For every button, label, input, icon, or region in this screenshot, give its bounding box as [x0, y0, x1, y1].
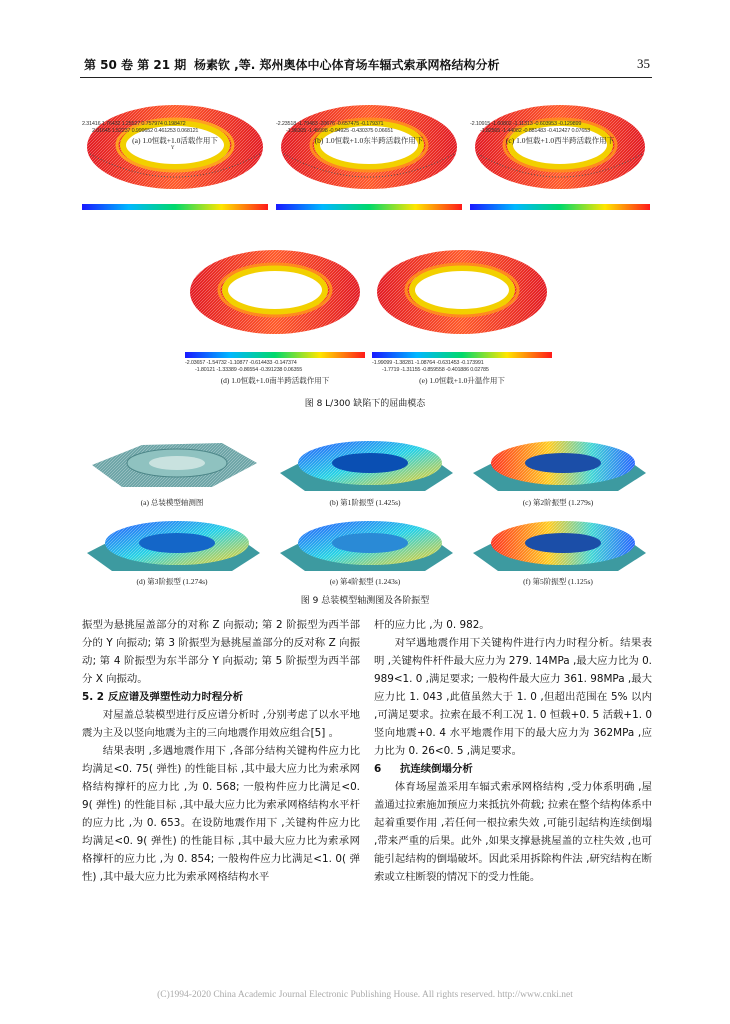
fig8b-ticks-2: -1.96305 -1.45998 -0.94925 -0.430375 0.06651	[286, 128, 394, 134]
page-number: 35	[637, 56, 650, 71]
paragraph: 体育场屋盖采用车辐式索承网格结构 ,受力体系明确 ,屋盖通过拉索施加预应力来抵抗外荷载; 拉索在整个结构体系中起着重要作用 ,若任何一根拉索失效 ,可能引起结构连续倒塌 ,带来严重的后果。此外 ,如果支撑悬挑屋盖的立柱失效 ,也可能引起结构的倒塌破坏。因此采用拆除构件法 ,研究结构在断索或立柱断裂的情况下的受力性能。	[374, 781, 652, 883]
colorbar	[470, 204, 650, 212]
copyright-footer: (C)1994-2020 China Academic Journal Electronic Publishing House. All rights reserved. http://www.cnki.net	[157, 990, 573, 1000]
journal-issue: 第 50 卷 第 21 期	[84, 58, 187, 72]
header-divider	[80, 77, 652, 78]
paragraph: 对屋盖总装模型进行反应谱分析时 ,分别考虑了以水平地震为主及以竖向地震为主的三向地震作用效应组合[5] 。	[82, 709, 360, 739]
figure8-caption: 图 8 L/300 缺陷下的屈曲模态	[304, 399, 426, 409]
colorbar	[276, 204, 462, 212]
body-right-column	[374, 616, 652, 886]
fig9-panel-c	[468, 425, 648, 495]
mode-shape-image	[468, 505, 648, 575]
buckling-mode-image	[372, 240, 552, 352]
fig8d-ticks-1: -2.03657 -1.54732 -1.10877 -0.614433 -0.147374	[185, 360, 297, 366]
paragraph: 结果表明 ,多遇地震作用下 ,各部分结构关键构件应力比均满足<0. 75( 弹性) 的性能目标 ,其中最大应力比为索承网格结构撑杆的应力比 ,为 0. 568; 一般构件应力比满足<0. 9( 弹性) 的性能目标 ,其中最大应力比为索承网格结构水平杆的应力比 ,为 0. 653。在设防地震作用下 ,关键构件应力比均满足<0. 9( 弹性) 的性能目标 ,其中最大应力比为索承网格撑杆的应力比 ,为 0. 854; 一般构件应力比满足<1. 0( 弹性) ,其中最大应力比为索承网格结构水平	[82, 745, 360, 883]
section-heading-5-2	[82, 688, 360, 706]
mode-shape-image	[275, 425, 455, 495]
mode-shape-image	[275, 505, 455, 575]
fig8c-ticks-2: -1.82565 -1.44082 -0.881483 -0.412427 0.07653	[480, 128, 590, 134]
running-header	[84, 56, 650, 76]
fig8e-ticks-1: -1.99099 -1.38281 -1.08764 -0.631453 -0.173991	[372, 360, 484, 366]
fig9-panel-a	[82, 425, 262, 495]
svg-text:Y: Y	[171, 145, 175, 151]
body-left-column	[82, 616, 360, 886]
fig8-panel-a	[82, 92, 268, 212]
buckling-mode-image	[470, 92, 650, 212]
fig9d-label: (d) 第3阶振型 (1.274s)	[136, 577, 208, 586]
paragraph: 振型为悬挑屋盖部分的对称 Z 向振动; 第 2 阶振型为西半部分的 Y 向振动; 第 3 阶振型为悬挑屋盖部分的反对称 Z 向振动; 第 4 阶振型为东半部分 Y 向振动; 第 5 阶振型为西半部分 X 向振动。	[82, 619, 360, 685]
fig8b-ticks-1: -2.23518 -1.79483 -20676 -0.657475 -0.179371	[276, 121, 384, 127]
fig8d-ticks-2: -1.80121 -1.33389 -0.86554 -0.391238 0.06355	[195, 367, 303, 373]
fig9-panel-d	[82, 505, 262, 575]
fig8d-label: (d) 1.0恒载+1.0南半跨活载作用下	[220, 376, 330, 385]
fig9c-label: (c) 第2阶振型 (1.279s)	[522, 498, 594, 507]
mode-shape-image	[82, 505, 262, 575]
fig9e-label: (e) 第4阶振型 (1.243s)	[329, 577, 401, 586]
mode-shape-image	[82, 425, 262, 495]
buckling-mode-image	[185, 240, 365, 352]
colorbar	[82, 204, 268, 212]
fig8e-ticks-2: -1.7719 -1.31155 -0.859558 -0.401886 0.02785	[382, 367, 489, 373]
article-title-header: 杨素钦 ,等. 郑州奥体中心体育场车辐式索承网格结构分析	[194, 58, 500, 72]
fig8b-label: (b) 1.0恒载+1.0东半跨活载作用下	[314, 136, 424, 145]
fig9f-label: (f) 第5阶振型 (1.125s)	[523, 577, 593, 586]
fig8a-ticks-2: 2.01645 1.52237 0.999652 0.461253 0.068121	[92, 128, 199, 134]
fig9a-label: (a) 总装模型轴测图	[140, 498, 204, 507]
fig8a-label: (a) 1.0恒载+1.0活载作用下	[132, 136, 218, 145]
fig8-panel-b	[276, 92, 462, 212]
colorbar	[372, 352, 552, 360]
fig8-panel-d	[185, 240, 365, 352]
mode-shape-image	[468, 425, 648, 495]
buckling-mode-image	[82, 92, 268, 212]
section-number: 6	[374, 763, 382, 775]
fig8a-ticks-1: 2.31416 1.76432 1.25527 0.757974 0.198472	[82, 121, 186, 127]
section-title: 反应谱及弹塑性动力时程分析	[108, 691, 244, 703]
buckling-mode-image	[276, 92, 462, 212]
fig8-panel-e	[372, 240, 552, 352]
section-heading-6	[374, 760, 652, 778]
fig8-panel-c	[470, 92, 650, 212]
section-number: 5. 2	[82, 691, 105, 703]
figure9-caption: 图 9 总装模型轴测图及各阶振型	[300, 596, 430, 606]
fig9-panel-b	[275, 425, 455, 495]
fig8e-label: (e) 1.0恒载+1.0升温作用下	[419, 376, 505, 385]
section-title: 抗连续倒塌分析	[400, 763, 473, 775]
paragraph: 杆的应力比 ,为 0. 982。	[374, 619, 490, 631]
fig8c-label: (c) 1.0恒载+1.0西半跨活载作用下	[505, 136, 615, 145]
fig8c-ticks-1: -2.10915 -1.60802 -1.11313 -0.603953 -0.129899	[470, 121, 582, 127]
paragraph: 对罕遇地震作用下关键构件进行内力时程分析。结果表明 ,关键构件杆件最大应力为 279. 14MPa ,最大应力比为 0. 989<1. 0 ,满足要求; 一般构件最大应力 361. 98MPa ,最大应力比 1. 043 ,此值虽然大于 1. 0 ,但超出范围在 5% 以内 ,可满足要求。拉索在最不利工况 1. 0 恒载+0. 5 活载+1. 0 竖向地震+0. 4 水平地震作用下的最大应力为 362MPa ,应力比为 0. 26<0. 5 ,满足要求。	[374, 637, 652, 757]
colorbar	[185, 352, 365, 360]
fig9-panel-f	[468, 505, 648, 575]
fig9b-label: (b) 第1阶振型 (1.425s)	[329, 498, 401, 507]
fig9-panel-e	[275, 505, 455, 575]
